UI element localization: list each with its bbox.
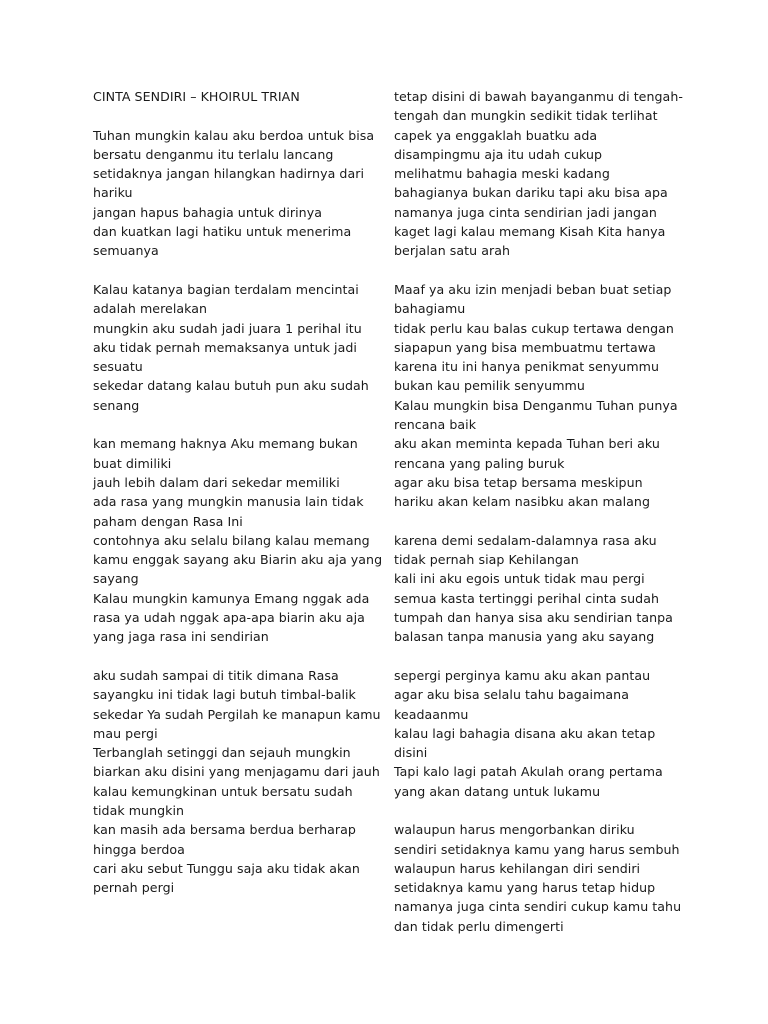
document-title: CINTA SENDIRI – KHOIRUL TRIAN xyxy=(93,89,300,104)
text-line: agar aku bisa selalu tahu bagaimana xyxy=(394,687,629,703)
text-line: berjalan satu arah xyxy=(394,243,511,259)
text-line: Maaf ya aku izin menjadi beban buat setiap xyxy=(394,281,672,297)
text-line: kan memang haknya Aku memang bukan xyxy=(93,436,358,452)
stanza xyxy=(394,666,684,801)
text-line: hariku xyxy=(93,185,133,201)
stanza xyxy=(93,666,383,898)
text-line: dan tidak perlu dimengerti xyxy=(394,918,564,934)
text-line: adalah merelakan xyxy=(93,301,208,317)
text-line: sekedar datang kalau butuh pun aku sudah xyxy=(93,378,369,394)
text-line: Terbanglah setinggi dan sejauh mungkin xyxy=(93,745,351,761)
stanza xyxy=(394,87,684,261)
text-line: balasan tanpa manusia yang aku sayang xyxy=(394,629,655,645)
text-line: siapapun yang bisa membuatmu tertawa xyxy=(394,339,656,355)
text-line: aku akan meminta kepada Tuhan beri aku xyxy=(394,436,660,452)
text-line: kamu enggak sayang aku Biarin aku aja yang xyxy=(93,552,383,568)
text-line: mungkin aku sudah jadi juara 1 perihal itu xyxy=(93,320,362,336)
text-line: sayangku ini tidak lagi butuh timbal-balik xyxy=(93,687,356,703)
text-line: bahagiamu xyxy=(394,301,466,317)
text-line: cari aku sebut Tunggu saja aku tidak akan xyxy=(93,860,360,876)
text-line: Tuhan mungkin kalau aku berdoa untuk bisa xyxy=(93,127,375,143)
text-line: sekedar Ya sudah Pergilah ke manapun kamu xyxy=(93,706,381,722)
text-line: Kalau mungkin kamunya Emang nggak ada xyxy=(93,590,370,606)
text-line: yang jaga rasa ini sendirian xyxy=(93,629,269,645)
text-line: aku tidak pernah memaksanya untuk jadi xyxy=(93,339,357,355)
stanza xyxy=(394,280,684,512)
text-line: sepergi perginya kamu aku akan pantau xyxy=(394,667,651,683)
text-line: walaupun harus mengorbankan diriku xyxy=(394,822,635,838)
text-line: kali ini aku egois untuk tidak mau pergi xyxy=(394,571,645,587)
text-line: bersatu denganmu itu terlalu lancang xyxy=(93,146,334,162)
text-line: namanya juga cinta sendiri cukup kamu tahu xyxy=(394,899,682,915)
text-line: rencana baik xyxy=(394,417,477,433)
text-line: semua kasta tertinggi perihal cinta sudah xyxy=(394,590,660,606)
text-line: dan kuatkan lagi hatiku untuk menerima xyxy=(93,224,352,240)
text-line: sendiri setidaknya kamu yang harus sembuh xyxy=(394,841,680,857)
text-line: tidak pernah siap Kehilangan xyxy=(394,552,579,568)
text-line: Kalau katanya bagian terdalam mencintai xyxy=(93,281,359,297)
stanza xyxy=(93,280,383,415)
text-line: ada rasa yang mungkin manusia lain tidak xyxy=(93,494,364,510)
stanza xyxy=(93,126,383,261)
stanza xyxy=(394,820,684,936)
text-line: hingga berdoa xyxy=(93,841,185,857)
text-line: tetap disini di bawah bayanganmu di tengah- xyxy=(394,89,683,104)
text-line: tidak mungkin xyxy=(93,802,185,818)
stanza xyxy=(394,531,684,647)
text-line: hariku akan kelam nasibku akan malang xyxy=(394,494,650,510)
text-line: kalau lagi bahagia disana aku akan tetap xyxy=(394,725,656,741)
stanza xyxy=(93,434,383,646)
text-line: contohnya aku selalu bilang kalau memang xyxy=(93,532,370,548)
text-line: keadaanmu xyxy=(394,706,469,722)
text-line: semuanya xyxy=(93,243,159,259)
text-line: kan masih ada bersama berdua berharap xyxy=(93,822,356,838)
text-line: tumpah dan hanya sisa aku sendirian tanpa xyxy=(394,610,673,626)
text-line: setidaknya jangan hilangkan hadirnya dari xyxy=(93,166,364,182)
right-column xyxy=(394,87,684,955)
text-line: jauh lebih dalam dari sekedar memiliki xyxy=(93,474,340,490)
text-line: senang xyxy=(93,397,140,413)
text-line: agar aku bisa tetap bersama meskipun xyxy=(394,474,643,490)
text-line: setidaknya kamu yang harus tetap hidup xyxy=(394,880,656,896)
text-line: Tapi kalo lagi patah Akulah orang pertama xyxy=(394,764,663,780)
text-line: mau pergi xyxy=(93,725,158,741)
left-column xyxy=(93,87,383,917)
text-line: biarkan aku disini yang menjagamu dari jauh xyxy=(93,764,380,780)
text-line: rencana yang paling buruk xyxy=(394,455,565,471)
text-line: disampingmu aja itu udah cukup xyxy=(394,146,603,162)
text-line: tidak perlu kau balas cukup tertawa dengan xyxy=(394,320,674,336)
text-line: pernah pergi xyxy=(93,880,175,896)
text-line: sayang xyxy=(93,571,139,587)
text-line: walaupun harus kehilangan diri sendiri xyxy=(394,860,641,876)
text-line: aku sudah sampai di titik dimana Rasa xyxy=(93,667,339,683)
text-line: kaget lagi kalau memang Kisah Kita hanya xyxy=(394,224,666,240)
text-line: tengah dan mungkin sedikit tidak terlihat xyxy=(394,108,658,124)
text-line: Kalau mungkin bisa Denganmu Tuhan punya xyxy=(394,397,678,413)
text-line: namanya juga cinta sendirian jadi jangan xyxy=(394,204,657,220)
text-line: sesuatu xyxy=(93,359,143,375)
text-line: paham dengan Rasa Ini xyxy=(93,513,243,529)
text-line: buat dimiliki xyxy=(93,455,172,471)
text-line: capek ya enggaklah buatku ada xyxy=(394,127,598,143)
text-line: jangan hapus bahagia untuk dirinya xyxy=(93,204,322,220)
text-line: karena itu ini hanya penikmat senyummu xyxy=(394,359,659,375)
text-line: bahagianya bukan dariku tapi aku bisa apa xyxy=(394,185,668,201)
text-line: yang akan datang untuk lukamu xyxy=(394,783,601,799)
text-line: kalau kemungkinan untuk bersatu sudah xyxy=(93,783,353,799)
text-line: bukan kau pemilik senyummu xyxy=(394,378,585,394)
text-line: disini xyxy=(394,745,428,761)
text-line: karena demi sedalam-dalamnya rasa aku xyxy=(394,532,657,548)
text-line: rasa ya udah nggak apa-apa biarin aku aja xyxy=(93,610,365,626)
text-line: melihatmu bahagia meski kadang xyxy=(394,166,610,182)
